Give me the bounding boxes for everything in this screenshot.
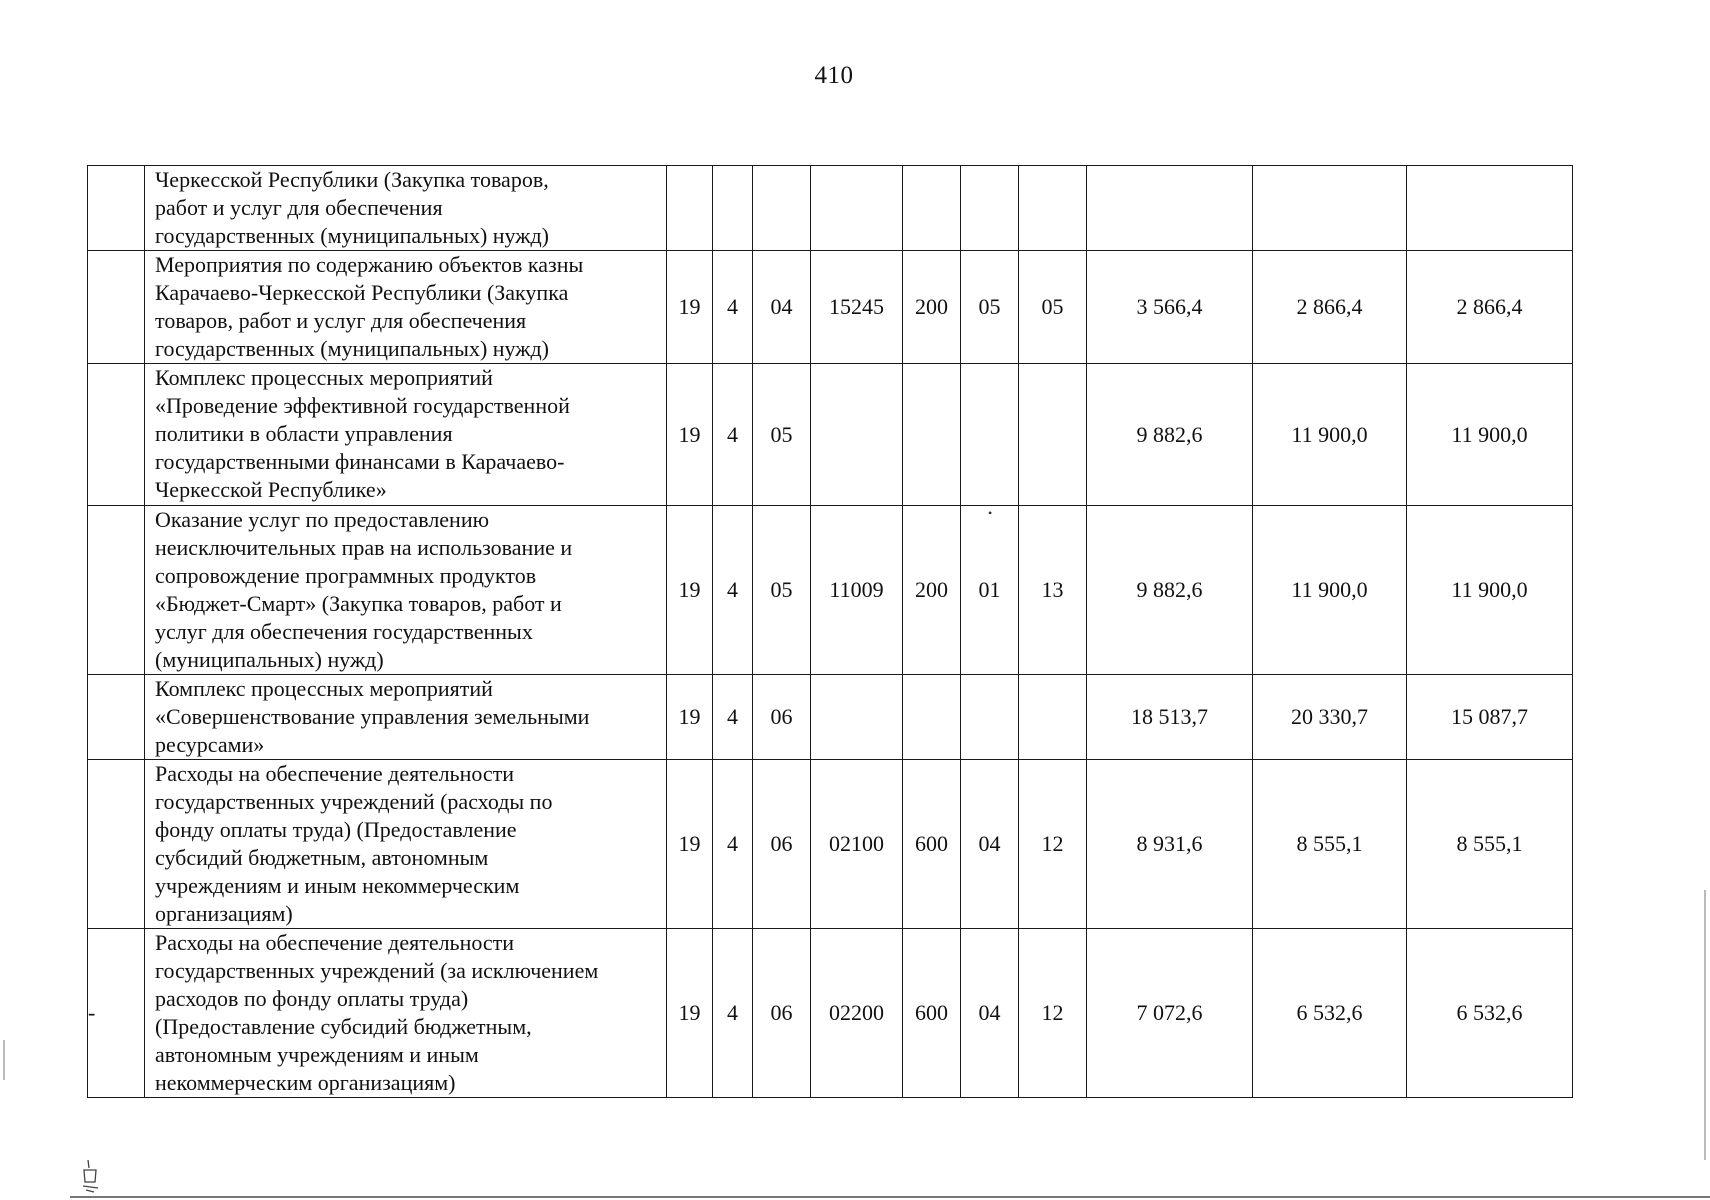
code-1-cell: 19 <box>667 506 713 675</box>
value-1-cell: 9 882,6 <box>1087 506 1253 675</box>
code-6-cell: 05 <box>961 251 1019 364</box>
code-6-cell <box>961 364 1019 506</box>
description-line: Черкесской Республике» <box>155 477 387 502</box>
description-cell <box>145 675 667 760</box>
code-2-cell: 4 <box>713 760 753 929</box>
description-cell <box>145 506 667 675</box>
description-line: «Проведение эффективной государственной <box>155 393 570 418</box>
code-1-cell <box>667 166 713 251</box>
description-line: Черкесской Республики (Закупка товаров, <box>155 167 549 192</box>
code-2-cell: 4 <box>713 251 753 364</box>
description-line: автономным учреждениям и иным <box>155 1042 479 1067</box>
value-1-cell: 3 566,4 <box>1087 251 1253 364</box>
value-3-cell <box>1407 166 1573 251</box>
table-row <box>88 251 1573 364</box>
description-line: государственных (муниципальных) нужд) <box>155 336 549 361</box>
description-line: (муниципальных) нужд) <box>155 647 384 672</box>
code-1-cell: 19 <box>667 675 713 760</box>
value-2-cell: 20 330,7 <box>1253 675 1407 760</box>
description-line: политики в области управления <box>155 421 453 446</box>
row-index-cell <box>88 364 145 506</box>
page-number: 410 <box>814 62 854 89</box>
scan-artifact-right <box>1704 890 1706 1160</box>
code-7-cell: 13 <box>1019 506 1087 675</box>
code-4-cell: 11009 <box>811 506 903 675</box>
row-index-cell <box>88 760 145 929</box>
table-row <box>88 364 1573 506</box>
code-2-cell: 4 <box>713 675 753 760</box>
code-5-cell <box>903 166 961 251</box>
description-line: некоммерческим организациям) <box>155 1070 456 1095</box>
bottom-rule <box>70 1196 1710 1198</box>
description-line: (Предоставление субсидий бюджетным, <box>155 1014 532 1039</box>
description-cell <box>145 929 667 1098</box>
scan-artifact-left <box>3 1040 5 1080</box>
table-row <box>88 166 1573 251</box>
code-3-cell: 06 <box>753 929 811 1098</box>
stamp-mark <box>80 1158 102 1194</box>
code-6-cell <box>961 166 1019 251</box>
code-5-cell <box>903 675 961 760</box>
value-2-cell <box>1253 166 1407 251</box>
description-line: фонду оплаты труда) (Предоставление <box>155 817 517 842</box>
code-7-cell <box>1019 166 1087 251</box>
description-line: учреждениям и иным некоммерческим <box>155 873 520 898</box>
row-index-cell <box>88 506 145 675</box>
code-4-cell <box>811 166 903 251</box>
value-3-cell: 6 532,6 <box>1407 929 1573 1098</box>
code-3-cell: 04 <box>753 251 811 364</box>
description-line: государственных (муниципальных) нужд) <box>155 223 549 248</box>
row-index-cell <box>88 251 145 364</box>
code-1-cell: 19 <box>667 760 713 929</box>
description-line: государственных учреждений (расходы по <box>155 789 553 814</box>
table-row <box>88 506 1573 675</box>
value-1-cell: 18 513,7 <box>1087 675 1253 760</box>
code-4-cell: 15245 <box>811 251 903 364</box>
table-row <box>88 675 1573 760</box>
code-2-cell: 4 <box>713 506 753 675</box>
value-1-cell <box>1087 166 1253 251</box>
table-row <box>88 760 1573 929</box>
code-6-cell: 04 <box>961 929 1019 1098</box>
value-1-cell: 8 931,6 <box>1087 760 1253 929</box>
value-3-cell: 2 866,4 <box>1407 251 1573 364</box>
description-cell <box>145 760 667 929</box>
description-line: Мероприятия по содержанию объектов казны <box>155 252 584 277</box>
table-body <box>88 166 1573 1098</box>
code-1-cell: 19 <box>667 929 713 1098</box>
code-7-cell <box>1019 364 1087 506</box>
description-line: Оказание услуг по предоставлению <box>155 507 490 532</box>
value-3-cell: 8 555,1 <box>1407 760 1573 929</box>
code-3-cell: 05 <box>753 364 811 506</box>
code-1-cell: 19 <box>667 364 713 506</box>
code-3-cell: 06 <box>753 675 811 760</box>
code-2-cell <box>713 166 753 251</box>
budget-table <box>87 165 1573 1098</box>
code-1-cell: 19 <box>667 251 713 364</box>
description-line: Карачаево-Черкесской Республики (Закупка <box>155 280 569 305</box>
stray-dot: • <box>988 506 993 520</box>
code-4-cell <box>811 675 903 760</box>
value-2-cell: 2 866,4 <box>1253 251 1407 364</box>
description-line: государственных учреждений (за исключением <box>155 958 599 983</box>
row-index-cell <box>88 675 145 760</box>
description-line: ресурсами» <box>155 732 265 757</box>
description-line: субсидий бюджетным, автономным <box>155 845 489 870</box>
code-4-cell: 02200 <box>811 929 903 1098</box>
description-line: организациям) <box>155 901 293 926</box>
description-line: «Бюджет-Смарт» (Закупка товаров, работ и <box>155 591 562 616</box>
description-line: государственными финансами в Карачаево- <box>155 449 565 474</box>
code-6-cell <box>961 675 1019 760</box>
code-5-cell: 200 <box>903 251 961 364</box>
code-6-cell: 01 <box>961 506 1019 675</box>
value-2-cell: 11 900,0 <box>1253 506 1407 675</box>
code-5-cell: 600 <box>903 760 961 929</box>
value-2-cell: 8 555,1 <box>1253 760 1407 929</box>
description-line: услуг для обеспечения государственных <box>155 619 533 644</box>
code-3-cell <box>753 166 811 251</box>
value-2-cell: 6 532,6 <box>1253 929 1407 1098</box>
code-5-cell: 200 <box>903 506 961 675</box>
description-line: работ и услуг для обеспечения <box>155 195 443 220</box>
description-line: сопровождение программных продуктов <box>155 563 537 588</box>
code-6-cell: 04 <box>961 760 1019 929</box>
value-3-cell: 11 900,0 <box>1407 364 1573 506</box>
code-3-cell: 05 <box>753 506 811 675</box>
code-2-cell: 4 <box>713 929 753 1098</box>
code-5-cell <box>903 364 961 506</box>
value-3-cell: 11 900,0 <box>1407 506 1573 675</box>
description-line: Расходы на обеспечение деятельности <box>155 930 515 955</box>
code-7-cell: 05 <box>1019 251 1087 364</box>
value-1-cell: 9 882,6 <box>1087 364 1253 506</box>
description-line: Расходы на обеспечение деятельности <box>155 761 515 786</box>
description-cell <box>145 364 667 506</box>
code-7-cell: 12 <box>1019 760 1087 929</box>
row-index-cell: - <box>88 929 145 1098</box>
description-line: Комплекс процессных мероприятий <box>155 365 493 390</box>
value-3-cell: 15 087,7 <box>1407 675 1573 760</box>
description-line: неисключительных прав на использование и <box>155 535 573 560</box>
code-2-cell: 4 <box>713 364 753 506</box>
value-1-cell: 7 072,6 <box>1087 929 1253 1098</box>
code-5-cell: 600 <box>903 929 961 1098</box>
table-row <box>88 929 1573 1098</box>
row-index-cell <box>88 166 145 251</box>
description-cell <box>145 251 667 364</box>
code-7-cell <box>1019 675 1087 760</box>
code-4-cell <box>811 364 903 506</box>
code-4-cell: 02100 <box>811 760 903 929</box>
value-2-cell: 11 900,0 <box>1253 364 1407 506</box>
code-3-cell: 06 <box>753 760 811 929</box>
description-line: расходов по фонду оплаты труда) <box>155 986 469 1011</box>
description-line: «Совершенствование управления земельными <box>155 704 590 729</box>
code-7-cell: 12 <box>1019 929 1087 1098</box>
description-line: товаров, работ и услуг для обеспечения <box>155 308 527 333</box>
description-cell <box>145 166 667 251</box>
description-line: Комплекс процессных мероприятий <box>155 676 493 701</box>
